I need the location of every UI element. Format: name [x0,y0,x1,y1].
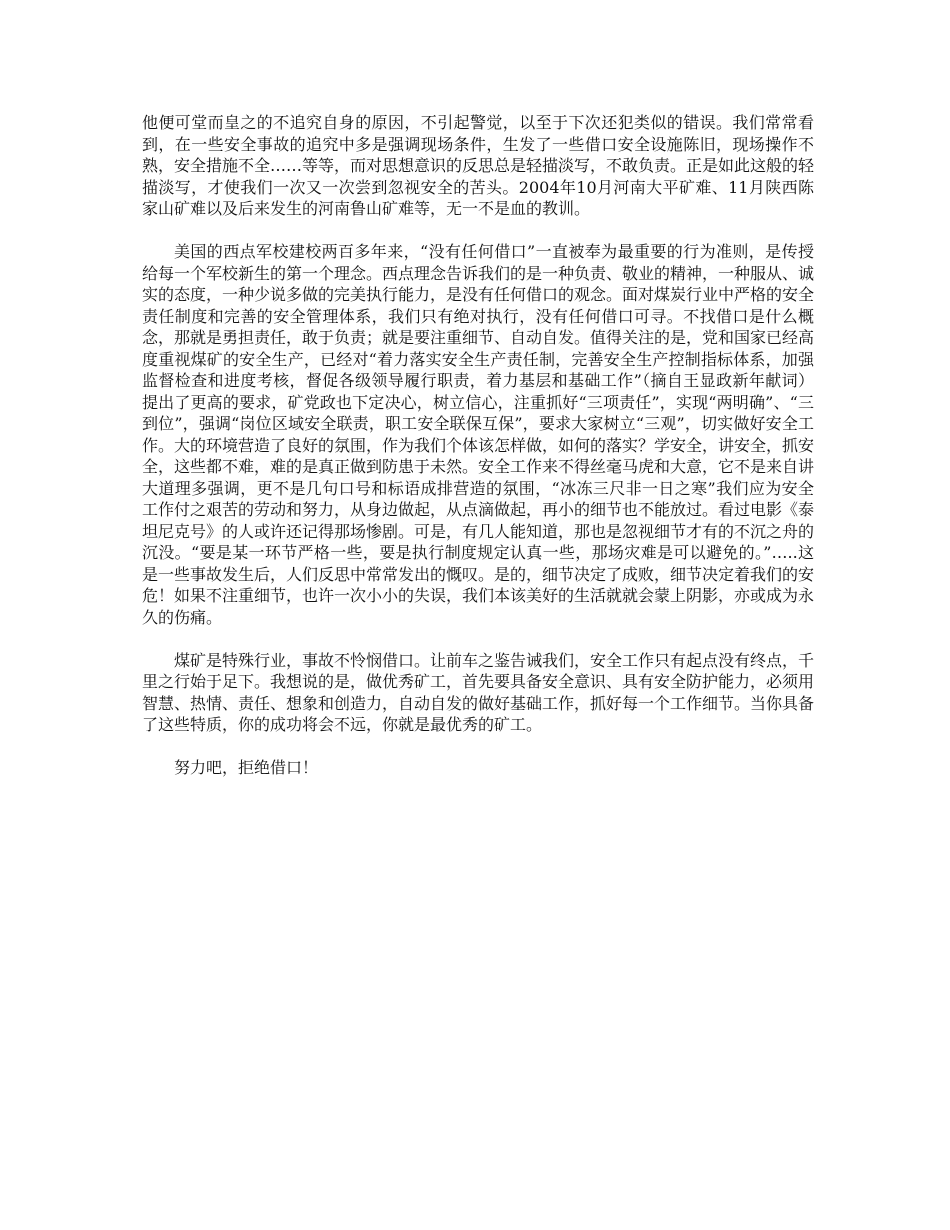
document-page [142,112,814,800]
paragraph-2: 美国的西点军校建校两百多年来，“没有任何借口”一直被奉为最重要的行为准则，是传授给每一个军校新生的第一个理念。西点理念告诉我们的是一种负责、敬业的精神，一种服从、诚实的态度，一种少说多做的完美执行能力，是没有任何借口的观念。面对煤炭行业中严格的安全责任制度和完善的安全管理体系，我们只有绝对执行，没有任何借口可寻。不找借口是什么概念，那就是勇担责任，敢于负责；就是要注重细节、自动自发。值得关注的是，党和国家已经高度重视煤矿的安全生产，已经对“着力落实安全生产责任制，完善安全生产控制指标体系，加强监督检查和进度考核，督促各级领导履行职责，着力基层和基础工作”（摘自王显政新年献词）提出了更高的要求，矿党政也下定决心，树立信心，注重抓好“三项责任”，实现“两明确”、“三到位”，强调“岗位区域安全联责，职工安全联保互保”，要求大家树立“三观”，切实做好安全工作。大的环境营造了良好的氛围，作为我们个体该怎样做，如何的落实？学安全，讲安全，抓安全，这些都不难，难的是真正做到防患于未然。安全工作来不得丝毫马虎和大意，它不是来自讲大道理多强调，更不是几句口号和标语成排营造的氛围，“冰冻三尺非一日之寒”我们应为安全工作付之艰苦的劳动和努力，从身边做起，从点滴做起，再小的细节也不能放过。看过电影《泰坦尼克号》的人或许还记得那场惨剧。可是，有几人能知道，那也是忽视细节才有的不沉之舟的沉没。“要是某一环节严格一些，要是执行制度规定认真一些，那场灾难是可以避免的。”…..这是一些事故发生后，人们反思中常常发出的慨叹。是的，细节决定了成败，细节决定着我们的安危！如果不注重细节，也许一次小小的失误，我们本该美好的生活就就会蒙上阴影，亦或成为永久的伤痛。 [142,242,815,627]
paragraph-1: 他便可堂而皇之的不追究自身的原因，不引起警觉，以至于下次还犯类似的错误。我们常常看到，在一些安全事故的追究中多是强调现场条件，生发了一些借口安全设施陈旧，现场操作不熟，安全措施不全……等等，而对思想意识的反思总是轻描淡写，不敢负责。正是如此这般的轻描淡写，才使我们一次又一次尝到忽视安全的苦头。2004年10月河南大平矿难、11月陕西陈家山矿难以及后来发生的河南鲁山矿难等，无一不是血的教训。 [142,113,815,218]
paragraph-3: 煤矿是特殊行业，事故不怜悯借口。让前车之鉴告诫我们，安全工作只有起点没有终点，千里之行始于足下。我想说的是，做优秀矿工，首先要具备安全意识、具有安全防护能力，必须用智慧、热情、责任、想象和创造力，自动自发的做好基础工作，抓好每一个工作细节。当你具备了这些特质，你的成功将会不远，你就是最优秀的矿工。 [142,650,815,734]
paragraph-4: 努力吧，拒绝借口！ [174,758,319,777]
